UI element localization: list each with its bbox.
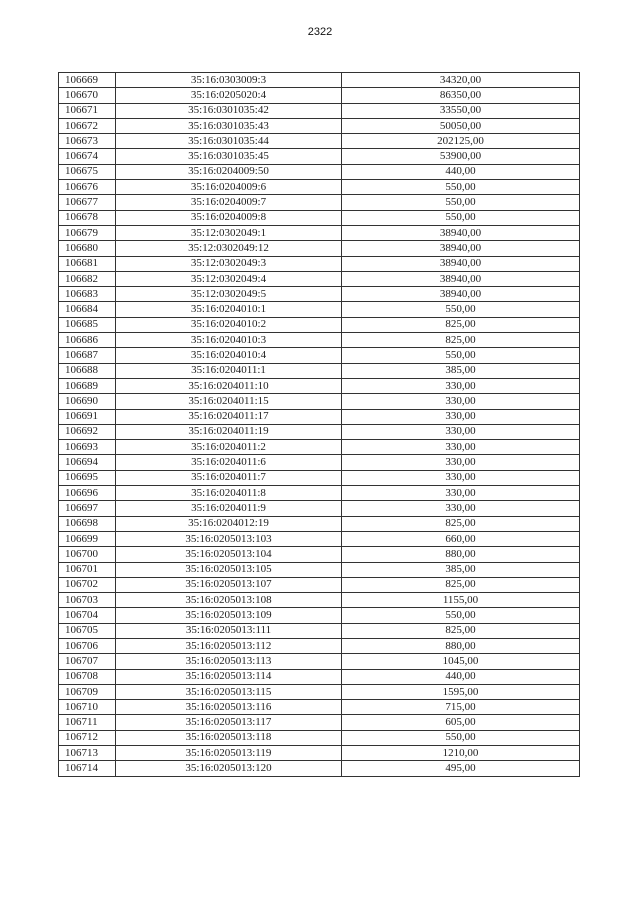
table-row	[59, 363, 580, 378]
cadastral-number: 35:16:0205013:103	[116, 531, 342, 546]
table-row	[59, 486, 580, 501]
cadastral-number: 35:16:0204012:19	[116, 516, 342, 531]
value-cell: 550,00	[342, 302, 580, 317]
table-row	[59, 654, 580, 669]
cadastral-number: 35:16:0301035:42	[116, 103, 342, 118]
value-cell: 440,00	[342, 164, 580, 179]
cadastral-number: 35:16:0204011:9	[116, 501, 342, 516]
value-cell: 1595,00	[342, 684, 580, 699]
value-cell: 440,00	[342, 669, 580, 684]
value-cell: 53900,00	[342, 149, 580, 164]
row-number: 106699	[59, 531, 116, 546]
table-row	[59, 531, 580, 546]
row-number: 106676	[59, 180, 116, 195]
value-cell: 825,00	[342, 333, 580, 348]
value-cell: 550,00	[342, 730, 580, 745]
value-cell: 202125,00	[342, 134, 580, 149]
cadastral-number: 35:12:0302049:1	[116, 225, 342, 240]
table-row	[59, 623, 580, 638]
cadastral-number: 35:16:0204009:7	[116, 195, 342, 210]
table-row	[59, 516, 580, 531]
row-number: 106672	[59, 118, 116, 133]
row-number: 106700	[59, 547, 116, 562]
row-number: 106669	[59, 73, 116, 88]
table-row	[59, 73, 580, 88]
table-row	[59, 761, 580, 776]
row-number: 106707	[59, 654, 116, 669]
cadastral-number: 35:16:0205020:4	[116, 88, 342, 103]
cadastral-number: 35:16:0204011:7	[116, 470, 342, 485]
table-row	[59, 424, 580, 439]
table-row	[59, 608, 580, 623]
value-cell: 880,00	[342, 638, 580, 653]
row-number: 106704	[59, 608, 116, 623]
value-cell: 34320,00	[342, 73, 580, 88]
cadastral-number: 35:16:0301035:43	[116, 118, 342, 133]
value-cell: 385,00	[342, 562, 580, 577]
row-number: 106692	[59, 424, 116, 439]
row-number: 106708	[59, 669, 116, 684]
table-row	[59, 470, 580, 485]
table-row	[59, 684, 580, 699]
cadastral-number: 35:16:0204009:50	[116, 164, 342, 179]
page-number: 2322	[307, 26, 333, 38]
value-cell: 330,00	[342, 501, 580, 516]
value-cell: 38940,00	[342, 271, 580, 286]
value-cell: 38940,00	[342, 287, 580, 302]
value-cell: 330,00	[342, 378, 580, 393]
cadastral-number: 35:12:0302049:12	[116, 241, 342, 256]
cadastral-number: 35:16:0204010:4	[116, 348, 342, 363]
row-number: 106694	[59, 455, 116, 470]
cadastral-number: 35:16:0205013:118	[116, 730, 342, 745]
table-row	[59, 317, 580, 332]
cadastral-number: 35:12:0302049:4	[116, 271, 342, 286]
cadastral-number: 35:16:0303009:3	[116, 73, 342, 88]
row-number: 106686	[59, 333, 116, 348]
row-number: 106702	[59, 577, 116, 592]
cadastral-number: 35:16:0204011:17	[116, 409, 342, 424]
row-number: 106695	[59, 470, 116, 485]
table-row	[59, 271, 580, 286]
row-number: 106693	[59, 440, 116, 455]
value-cell: 50050,00	[342, 118, 580, 133]
cadastral-number: 35:16:0204011:1	[116, 363, 342, 378]
cadastral-number: 35:12:0302049:5	[116, 287, 342, 302]
cadastral-number: 35:16:0204010:2	[116, 317, 342, 332]
table-row	[59, 730, 580, 745]
value-cell: 330,00	[342, 394, 580, 409]
value-cell: 550,00	[342, 210, 580, 225]
row-number: 106671	[59, 103, 116, 118]
value-cell: 550,00	[342, 348, 580, 363]
row-number: 106688	[59, 363, 116, 378]
row-number: 106675	[59, 164, 116, 179]
cadastral-number: 35:16:0204011:6	[116, 455, 342, 470]
row-number: 106673	[59, 134, 116, 149]
table-row	[59, 409, 580, 424]
row-number: 106698	[59, 516, 116, 531]
row-number: 106709	[59, 684, 116, 699]
cadastral-number: 35:16:0204009:6	[116, 180, 342, 195]
cadastral-number: 35:16:0205013:113	[116, 654, 342, 669]
value-cell: 550,00	[342, 180, 580, 195]
cadastral-number: 35:16:0204011:2	[116, 440, 342, 455]
value-cell: 330,00	[342, 455, 580, 470]
cadastral-number: 35:16:0205013:114	[116, 669, 342, 684]
value-cell: 330,00	[342, 440, 580, 455]
table-row	[59, 103, 580, 118]
row-number: 106696	[59, 486, 116, 501]
row-number: 106677	[59, 195, 116, 210]
cadastral-number: 35:12:0302049:3	[116, 256, 342, 271]
row-number: 106670	[59, 88, 116, 103]
value-cell: 38940,00	[342, 241, 580, 256]
table-row	[59, 440, 580, 455]
value-cell: 38940,00	[342, 256, 580, 271]
table-row	[59, 746, 580, 761]
value-cell: 605,00	[342, 715, 580, 730]
table-row	[59, 287, 580, 302]
row-number: 106706	[59, 638, 116, 653]
row-number: 106690	[59, 394, 116, 409]
value-cell: 660,00	[342, 531, 580, 546]
table-row	[59, 562, 580, 577]
value-cell: 825,00	[342, 516, 580, 531]
value-cell: 385,00	[342, 363, 580, 378]
row-number: 106714	[59, 761, 116, 776]
value-cell: 550,00	[342, 608, 580, 623]
cadastral-number: 35:16:0205013:120	[116, 761, 342, 776]
value-cell: 825,00	[342, 577, 580, 592]
row-number: 106701	[59, 562, 116, 577]
row-number: 106674	[59, 149, 116, 164]
cadastral-number: 35:16:0205013:107	[116, 577, 342, 592]
table-row	[59, 394, 580, 409]
row-number: 106711	[59, 715, 116, 730]
row-number: 106679	[59, 225, 116, 240]
value-cell: 38940,00	[342, 225, 580, 240]
table-row	[59, 302, 580, 317]
cadastral-number: 35:16:0205013:116	[116, 700, 342, 715]
row-number: 106710	[59, 700, 116, 715]
table-row	[59, 501, 580, 516]
cadastral-number: 35:16:0205013:115	[116, 684, 342, 699]
value-cell: 825,00	[342, 623, 580, 638]
row-number: 106685	[59, 317, 116, 332]
cadastral-number: 35:16:0204011:19	[116, 424, 342, 439]
value-cell: 86350,00	[342, 88, 580, 103]
cadastral-number: 35:16:0205013:112	[116, 638, 342, 653]
cadastral-number: 35:16:0204010:3	[116, 333, 342, 348]
table-row	[59, 241, 580, 256]
value-cell: 330,00	[342, 424, 580, 439]
cadastral-number: 35:16:0204011:10	[116, 378, 342, 393]
cadastral-number: 35:16:0205013:111	[116, 623, 342, 638]
cadastral-number: 35:16:0205013:104	[116, 547, 342, 562]
value-cell: 495,00	[342, 761, 580, 776]
value-cell: 880,00	[342, 547, 580, 562]
table-row	[59, 547, 580, 562]
row-number: 106697	[59, 501, 116, 516]
table-row	[59, 118, 580, 133]
table-row	[59, 134, 580, 149]
table-row	[59, 348, 580, 363]
value-cell: 330,00	[342, 409, 580, 424]
cadastral-number: 35:16:0205013:105	[116, 562, 342, 577]
row-number: 106684	[59, 302, 116, 317]
row-number: 106682	[59, 271, 116, 286]
table-row	[59, 638, 580, 653]
cadastral-number: 35:16:0205013:109	[116, 608, 342, 623]
cadastral-number: 35:16:0204009:8	[116, 210, 342, 225]
value-cell: 330,00	[342, 470, 580, 485]
row-number: 106678	[59, 210, 116, 225]
table-row	[59, 577, 580, 592]
table-row	[59, 378, 580, 393]
cadastral-number: 35:16:0205013:119	[116, 746, 342, 761]
row-number: 106683	[59, 287, 116, 302]
table-row	[59, 256, 580, 271]
value-cell: 550,00	[342, 195, 580, 210]
row-number: 106713	[59, 746, 116, 761]
cadastral-number: 35:16:0301035:45	[116, 149, 342, 164]
row-number: 106680	[59, 241, 116, 256]
row-number: 106691	[59, 409, 116, 424]
table-row	[59, 164, 580, 179]
table-row	[59, 180, 580, 195]
row-number: 106687	[59, 348, 116, 363]
cadastral-number: 35:16:0204010:1	[116, 302, 342, 317]
cadastral-table	[58, 72, 580, 777]
value-cell: 715,00	[342, 700, 580, 715]
table-row	[59, 700, 580, 715]
value-cell: 1045,00	[342, 654, 580, 669]
row-number: 106681	[59, 256, 116, 271]
table-row	[59, 225, 580, 240]
table-row	[59, 669, 580, 684]
table-row	[59, 210, 580, 225]
value-cell: 825,00	[342, 317, 580, 332]
cadastral-number: 35:16:0204011:8	[116, 486, 342, 501]
cadastral-number: 35:16:0301035:44	[116, 134, 342, 149]
table-row	[59, 195, 580, 210]
cadastral-number: 35:16:0204011:15	[116, 394, 342, 409]
table-row	[59, 149, 580, 164]
value-cell: 1155,00	[342, 593, 580, 608]
table-row	[59, 333, 580, 348]
row-number: 106703	[59, 593, 116, 608]
value-cell: 1210,00	[342, 746, 580, 761]
row-number: 106705	[59, 623, 116, 638]
table-row	[59, 88, 580, 103]
row-number: 106689	[59, 378, 116, 393]
table-row	[59, 715, 580, 730]
value-cell: 33550,00	[342, 103, 580, 118]
table-row	[59, 593, 580, 608]
cadastral-number: 35:16:0205013:108	[116, 593, 342, 608]
row-number: 106712	[59, 730, 116, 745]
table-row	[59, 455, 580, 470]
cadastral-number: 35:16:0205013:117	[116, 715, 342, 730]
value-cell: 330,00	[342, 486, 580, 501]
table-body	[59, 73, 580, 777]
